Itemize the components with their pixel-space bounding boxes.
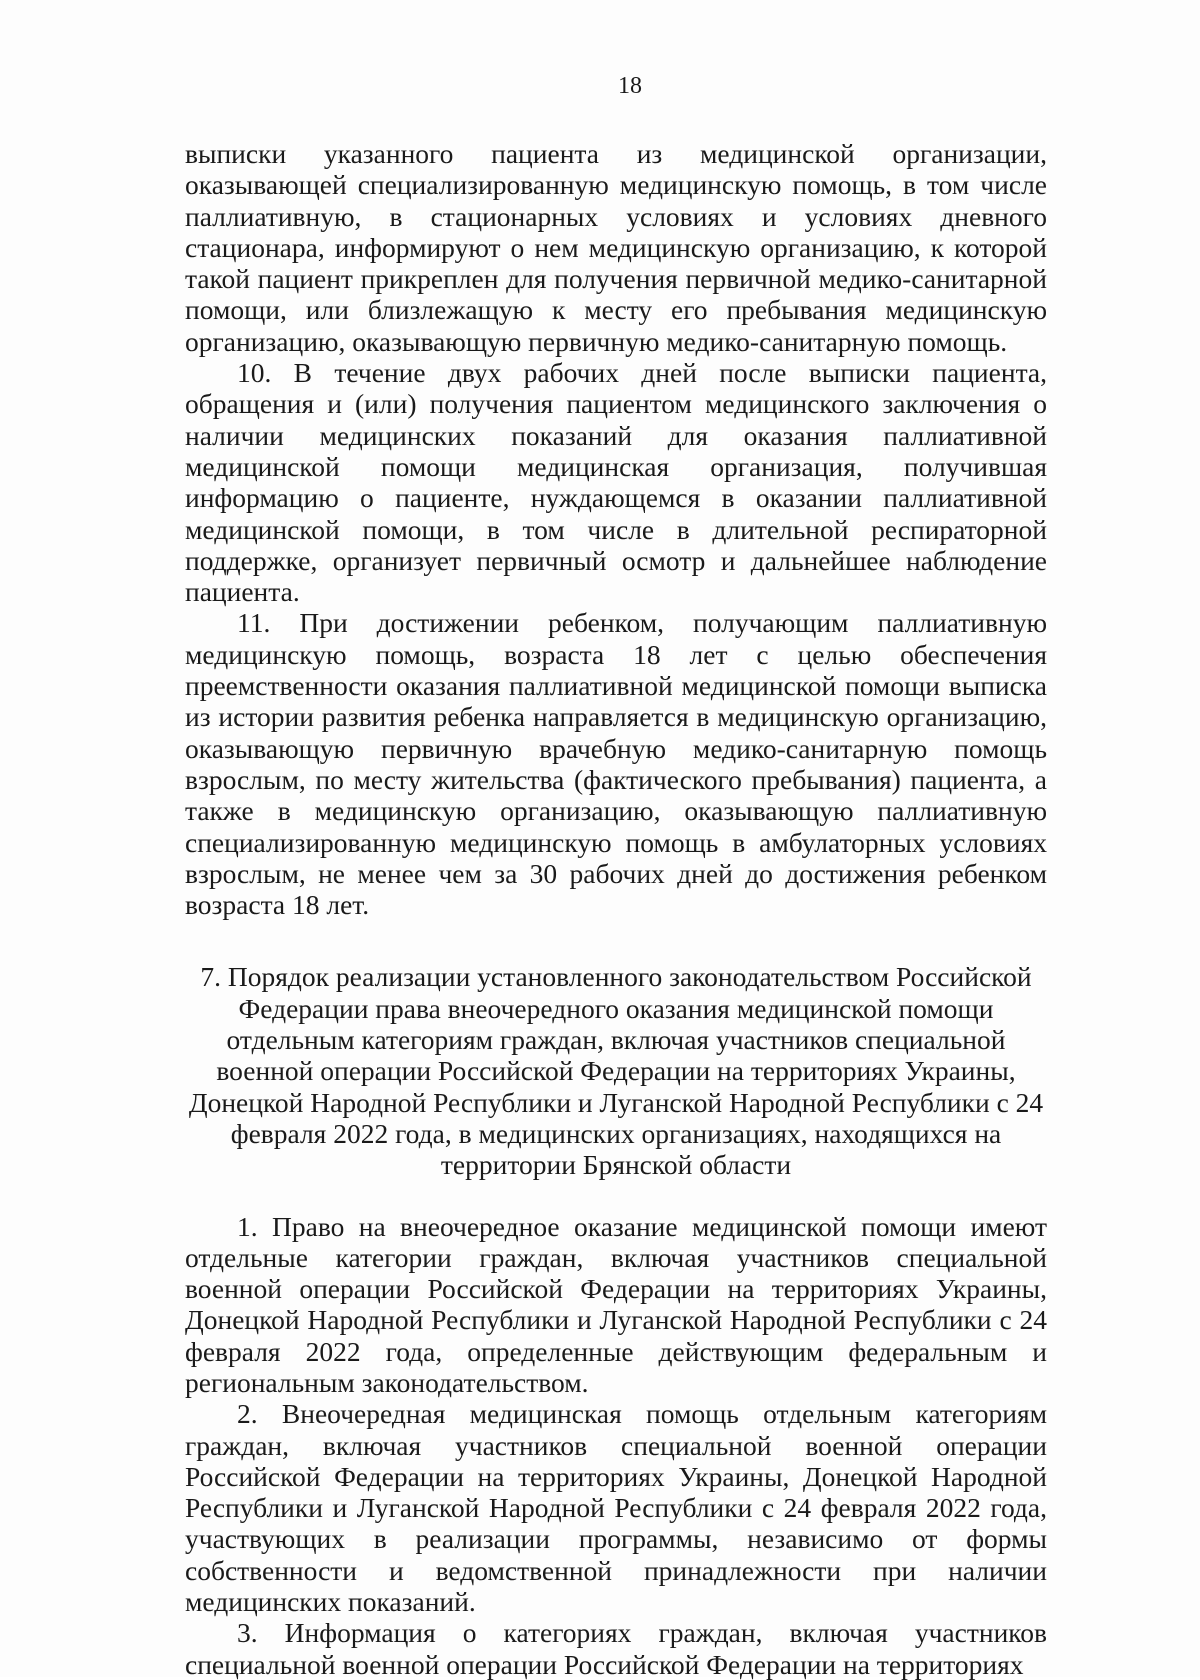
paragraph-item-10: 10. В течение двух рабочих дней после выписки пациента, обращения и (или) получения пациентом медицинского заключения о наличии медицинских показаний для оказания паллиативной медицинской помощи медицинская организация, получившая информацию о пациенте, нуждающемся в оказании паллиативной медицинской помощи, в том числе в длительной респираторной поддержке, организует первичный осмотр и дальнейшее наблюдение пациента.	[185, 357, 1047, 608]
document-body	[185, 138, 1047, 1680]
paragraph-item-3: 3. Информация о категориях граждан, включая участников специальной военной операции Российской Федерации на территориях	[185, 1617, 1047, 1680]
paragraph-item-1: 1. Право на внеочередное оказание медицинской помощи имеют отдельные категории граждан, включая участников специальной военной операции Российской Федерации на территориях Украины, Донецкой Народной Республики и Луганской Народной Республики с 24 февраля 2022 года, определенные действующим федеральным и региональным законодательством.	[185, 1210, 1047, 1398]
paragraph-item-11: 11. При достижении ребенком, получающим паллиативную медицинскую помощь, возраста 18 лет с целью обеспечения преемственности оказания паллиативной медицинской помощи выписка из истории развития ребенка направляется в медицинскую организацию, оказывающую первичную врачебную медико-санитарную помощь взрослым, по месту жительства (фактического пребывания) пациента, а также в медицинскую организацию, оказывающую паллиативную специализированную медицинскую помощь в амбулаторных условиях взрослым, не менее чем за 30 рабочих дней до достижения ребенком возраста 18 лет.	[185, 607, 1047, 921]
section-heading: 7. Порядок реализации установленного законодательством Российской Федерации права внеочередного оказания медицинской помощи отдельным категориям граждан, включая участников специальной военной операции Российской Федерации на территориях Украины, Донецкой Народной Республики и Луганской Народной Республики с 24 февраля 2022 года, в медицинских организациях, находящихся на территории Брянской области	[188, 961, 1044, 1181]
paragraph-continuation: выписки указанного пациента из медицинской организации, оказывающей специализированную медицинскую помощь, в том числе паллиативную, в стационарных условиях и условиях дневного стационара, информируют о нем медицинскую организацию, к которой такой пациент прикреплен для получения первичной медико-санитарной помощи, или близлежащую к месту его пребывания медицинскую организацию, оказывающую первичную медико-санитарную помощь.	[185, 138, 1047, 357]
page-number: 18	[618, 73, 642, 99]
paragraph-item-2: 2. Внеочередная медицинская помощь отдельным категориям граждан, включая участников специальной военной операции Российской Федерации на территориях Украины, Донецкой Народной Республики и Луганской Народной Республики с 24 февраля 2022 года, участвующих в реализации программы, независимо от формы собственности и ведомственной принадлежности при наличии медицинских показаний.	[185, 1398, 1047, 1618]
